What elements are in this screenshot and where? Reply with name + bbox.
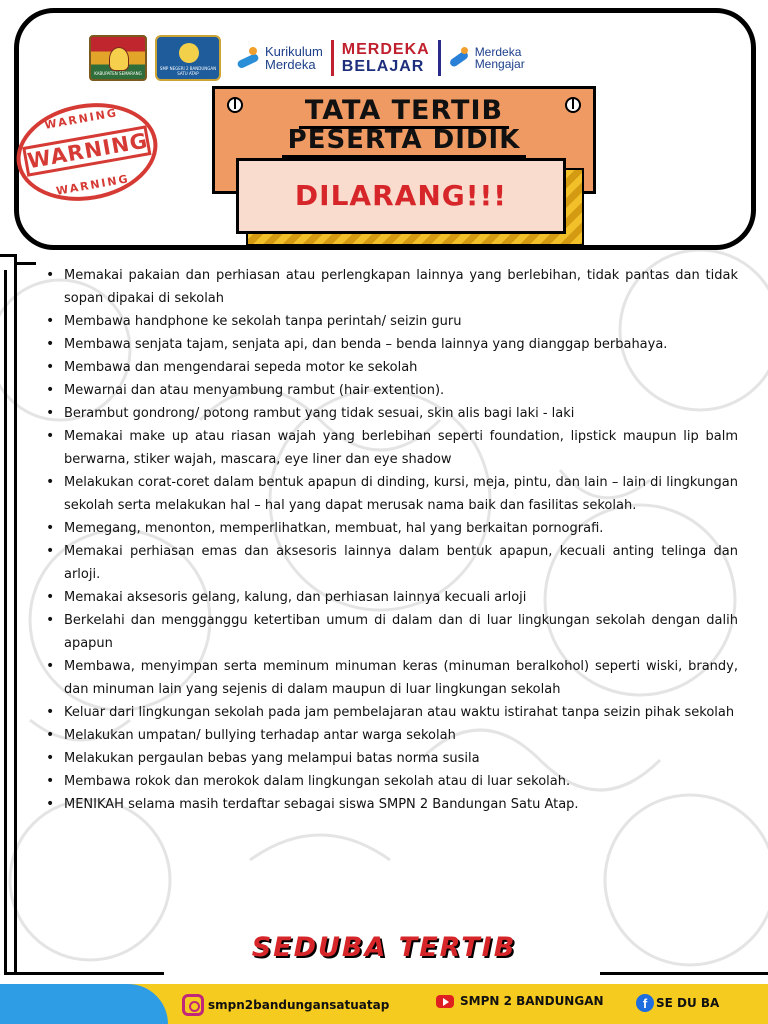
list-item: • Membawa rokok dan merokok dalam lingkungan sekolah atau di luar sekolah. (48, 770, 738, 793)
title-text-2: PESERTA DIDIK (282, 125, 527, 158)
stamp-bottom-text: WARNING (55, 172, 131, 198)
frame-line (14, 254, 17, 974)
subtitle-sign (236, 158, 574, 240)
frame-line (0, 254, 14, 257)
rules-list (48, 264, 738, 816)
mengajar-text-2: Mengajar (474, 57, 525, 71)
kabupaten-logo (89, 35, 147, 81)
merdeka-belajar-text-1: MERDEKA (341, 41, 430, 58)
list-item: • MENIKAH selama masih terdaftar sebagai siswa SMPN 2 Bandungan Satu Atap. (48, 793, 738, 816)
kabupaten-logo-label: KABUPATEN SEMARANG (94, 71, 142, 76)
list-item: • Membawa senjata tajam, senjata api, dan benda – benda lainnya yang dianggap berbahaya. (48, 333, 738, 356)
list-item: • Membawa, menyimpan serta meminum minuman keras (minuman beralkohol) seperti wiski, brandy, dan minuman lain yang sejenis di dalam maupun di luar lingkungan sekolah (48, 655, 738, 701)
list-item: • Mewarnai dan atau menyambung rambut (hair extention). (48, 379, 738, 402)
frame-line (600, 972, 768, 975)
list-item: • Melakukan corat-coret dalam bentuk apapun di dinding, kursi, meja, pintu, dan lain – lain di lingkungan sekolah serta melakukan hal – hal yang dapat merusak nama baik dan fasilitas sekolah. (48, 471, 738, 517)
divider (331, 40, 334, 76)
kurikulum-merdeka-logo (235, 45, 323, 71)
list-item: • Memakai aksesoris gelang, kalung, dan perhiasan lainnya kecuali arloji (48, 586, 738, 609)
list-item: • Memakai make up atau riasan wajah yang berlebihan seperti foundation, lipstick maupun lip balm berwarna, stiker wajah, mascara, eye liner dan eye shadow (48, 425, 738, 471)
facebook-page: SE DU BA (656, 996, 720, 1010)
youtube-icon (436, 995, 454, 1008)
divider (438, 40, 441, 76)
facebook-icon: f (636, 994, 654, 1012)
list-item: • Memakai perhiasan emas dan aksesoris lainnya dalam bentuk apapun, kecuali anting telinga dan arloji. (48, 540, 738, 586)
instagram-link[interactable] (182, 994, 389, 1016)
merdeka-mengajar-icon (449, 47, 471, 69)
list-item: • Melakukan pergaulan bebas yang melampui batas norma susila (48, 747, 738, 770)
title-line-1 (215, 95, 593, 126)
kurikulum-icon (235, 45, 261, 71)
instagram-handle: smpn2bandungansatuatap (208, 998, 390, 1012)
kurikulum-text-1: Kurikulum (265, 44, 323, 59)
youtube-channel: SMPN 2 BANDUNGAN (460, 994, 604, 1008)
list-item: • Memakai pakaian dan perhiasan atau perlengkapan lainnya yang berlebihan, tidak pantas dan tidak sopan dipakai di sekolah (48, 264, 738, 310)
subtitle-text: DILARANG!!! (236, 158, 566, 234)
merdeka-belajar-text-2: BELAJAR (341, 58, 425, 75)
youtube-link[interactable] (436, 994, 604, 1008)
stamp-band-text: WARNING (22, 125, 151, 176)
list-item: • Melakukan umpatan/ bullying terhadap antar warga sekolah (48, 724, 738, 747)
social-bar-accent (0, 984, 168, 1024)
footer-slogan: SEDUBA TERTIB (251, 932, 517, 963)
title-line-2 (215, 125, 593, 155)
list-item: • Keluar dari lingkungan sekolah pada jam pembelajaran atau waktu istirahat tanpa seizin pihak sekolah (48, 701, 738, 724)
school-logo (155, 35, 221, 81)
facebook-link[interactable] (636, 994, 719, 1012)
frame-line (14, 262, 36, 265)
frame-line (4, 972, 164, 975)
merdeka-belajar-logo (342, 41, 430, 75)
list-item: • Membawa dan mengendarai sepeda motor ke sekolah (48, 356, 738, 379)
merdeka-mengajar-logo (449, 46, 525, 70)
frame-line (4, 270, 7, 974)
list-item: • Memegang, menonton, memperlihatkan, membuat, hal yang berkaitan pornografi. (48, 517, 738, 540)
instagram-icon (182, 994, 204, 1016)
school-logo-label: SMP NEGERI 2 BANDUNGAN SATU ATAP (159, 66, 217, 76)
stamp-top-text: WARNING (43, 106, 119, 132)
list-item: • Berkelahi dan mengganggu ketertiban umum di dalam dan di luar lingkungan sekolah dengan dalih apapun (48, 609, 738, 655)
kurikulum-text-2: Merdeka (265, 57, 316, 72)
logo-row (89, 31, 525, 85)
title-text-1: TATA TERTIB (299, 95, 509, 129)
mengajar-text-1: Merdeka (474, 45, 522, 59)
list-item: • Membawa handphone ke sekolah tanpa perintah/ seizin guru (48, 310, 738, 333)
list-item: • Berambut gondrong/ potong rambut yang tidak sesuai, skin alis bagi laki - laki (48, 402, 738, 425)
